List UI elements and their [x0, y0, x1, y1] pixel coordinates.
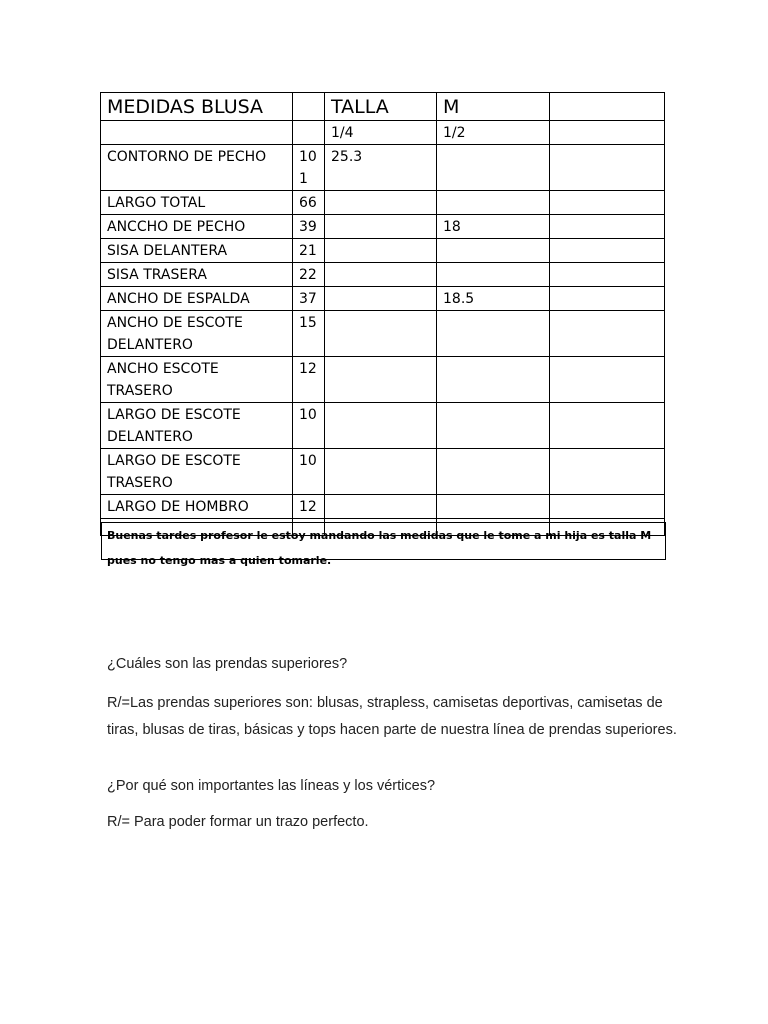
- measure-value-cell: 101: [293, 145, 325, 191]
- table-cell: [550, 239, 665, 263]
- half-value-cell: 18: [437, 215, 550, 239]
- table-row: [101, 215, 665, 239]
- measure-name-cell: SISA DELANTERA: [101, 239, 293, 263]
- half-value-cell: [437, 145, 550, 191]
- note-text: Buenas tardes profesor le estoy mandando las medidas que le tome a mi hija es talla M pues no tengo mas a quien tomarle.: [107, 529, 652, 567]
- quarter-value-cell: 25.3: [325, 145, 437, 191]
- table-title-cell: MEDIDAS BLUSA: [101, 93, 293, 121]
- half-value-cell: [437, 403, 550, 449]
- half-value-cell: [437, 191, 550, 215]
- measure-name-cell: LARGO DE HOMBRO: [101, 495, 293, 519]
- table-header-cell: [293, 93, 325, 121]
- measure-name-cell: SISA TRASERA: [101, 263, 293, 287]
- half-value-cell: [437, 263, 550, 287]
- quarter-value-cell: [325, 403, 437, 449]
- measure-value-cell: 10: [293, 449, 325, 495]
- measure-value-cell: 22: [293, 263, 325, 287]
- quarter-value-cell: [325, 263, 437, 287]
- measure-name-cell: ANCHO ESCOTE TRASERO: [101, 357, 293, 403]
- measurements-table: [100, 92, 665, 536]
- answer-1: [107, 690, 677, 744]
- question-2: [107, 778, 435, 794]
- table-row: [101, 449, 665, 495]
- half-value-cell: [437, 449, 550, 495]
- question-1-text: ¿Cuáles son las prendas superiores?: [107, 656, 348, 672]
- half-header-cell: 1/2: [437, 121, 550, 145]
- quarter-value-cell: [325, 287, 437, 311]
- table-row: [101, 311, 665, 357]
- table-cell: [550, 121, 665, 145]
- measure-name-cell: CONTORNO DE PECHO: [101, 145, 293, 191]
- half-value-cell: [437, 239, 550, 263]
- table-row: [101, 287, 665, 311]
- question-1: [107, 656, 347, 672]
- measure-value-cell: 21: [293, 239, 325, 263]
- table-row: [101, 403, 665, 449]
- measure-value-cell: 12: [293, 495, 325, 519]
- measure-value-cell: 66: [293, 191, 325, 215]
- table-header-cell: [550, 93, 665, 121]
- size-value-cell: M: [437, 93, 550, 121]
- size-label-cell: TALLA: [325, 93, 437, 121]
- quarter-value-cell: [325, 357, 437, 403]
- table-row: [101, 191, 665, 215]
- quarter-value-cell: [325, 191, 437, 215]
- measure-value-cell: 37: [293, 287, 325, 311]
- measure-name-cell: LARGO DE ESCOTE DELANTERO: [101, 403, 293, 449]
- table-cell: [550, 263, 665, 287]
- quarter-value-cell: [325, 239, 437, 263]
- measure-value-cell: 39: [293, 215, 325, 239]
- quarter-value-cell: [325, 495, 437, 519]
- table-cell: [550, 495, 665, 519]
- table-row: [101, 145, 665, 191]
- quarter-value-cell: [325, 311, 437, 357]
- table-cell: [550, 311, 665, 357]
- table-cell: [550, 357, 665, 403]
- measure-name-cell: LARGO DE ESCOTE TRASERO: [101, 449, 293, 495]
- half-value-cell: [437, 357, 550, 403]
- measure-value-cell: 10: [293, 403, 325, 449]
- table-cell: [550, 215, 665, 239]
- quarter-value-cell: [325, 449, 437, 495]
- note-box: [101, 522, 666, 567]
- table-row: [101, 357, 665, 403]
- measure-name-cell: ANCHO DE ESPALDA: [101, 287, 293, 311]
- measure-name-cell: ANCHO DE ESCOTE DELANTERO: [101, 311, 293, 357]
- quarter-value-cell: [325, 215, 437, 239]
- table-header-row: [101, 93, 665, 121]
- half-value-cell: 18.5: [437, 287, 550, 311]
- measure-value-cell: 12: [293, 357, 325, 403]
- question-2-text: ¿Por qué son importantes las líneas y los vértices?: [107, 778, 436, 794]
- table-row: [101, 263, 665, 287]
- table-subheader-row: [101, 121, 665, 145]
- table-cell: [101, 121, 293, 145]
- table-cell: [550, 145, 665, 191]
- table-row: [101, 495, 665, 519]
- measure-name-cell: LARGO TOTAL: [101, 191, 293, 215]
- measure-value-cell: 15: [293, 311, 325, 357]
- half-value-cell: [437, 311, 550, 357]
- table-cell: [550, 403, 665, 449]
- quarter-header-cell: 1/4: [325, 121, 437, 145]
- half-value-cell: [437, 495, 550, 519]
- table-cell: [550, 449, 665, 495]
- table-row: [101, 239, 665, 263]
- table-cell: [293, 121, 325, 145]
- answer-1-text: R/=Las prendas superiores son: blusas, strapless, camisetas deportivas, camisetas de tiras, blusas de tiras, básicas y tops hacen parte de nuestra línea de prendas superiores.: [107, 695, 677, 738]
- measure-name-cell: ANCCHO DE PECHO: [101, 215, 293, 239]
- answer-2-text: R/= Para poder formar un trazo perfecto.: [107, 814, 369, 830]
- answer-2: [107, 814, 369, 830]
- table-cell: [550, 191, 665, 215]
- table-cell: [550, 287, 665, 311]
